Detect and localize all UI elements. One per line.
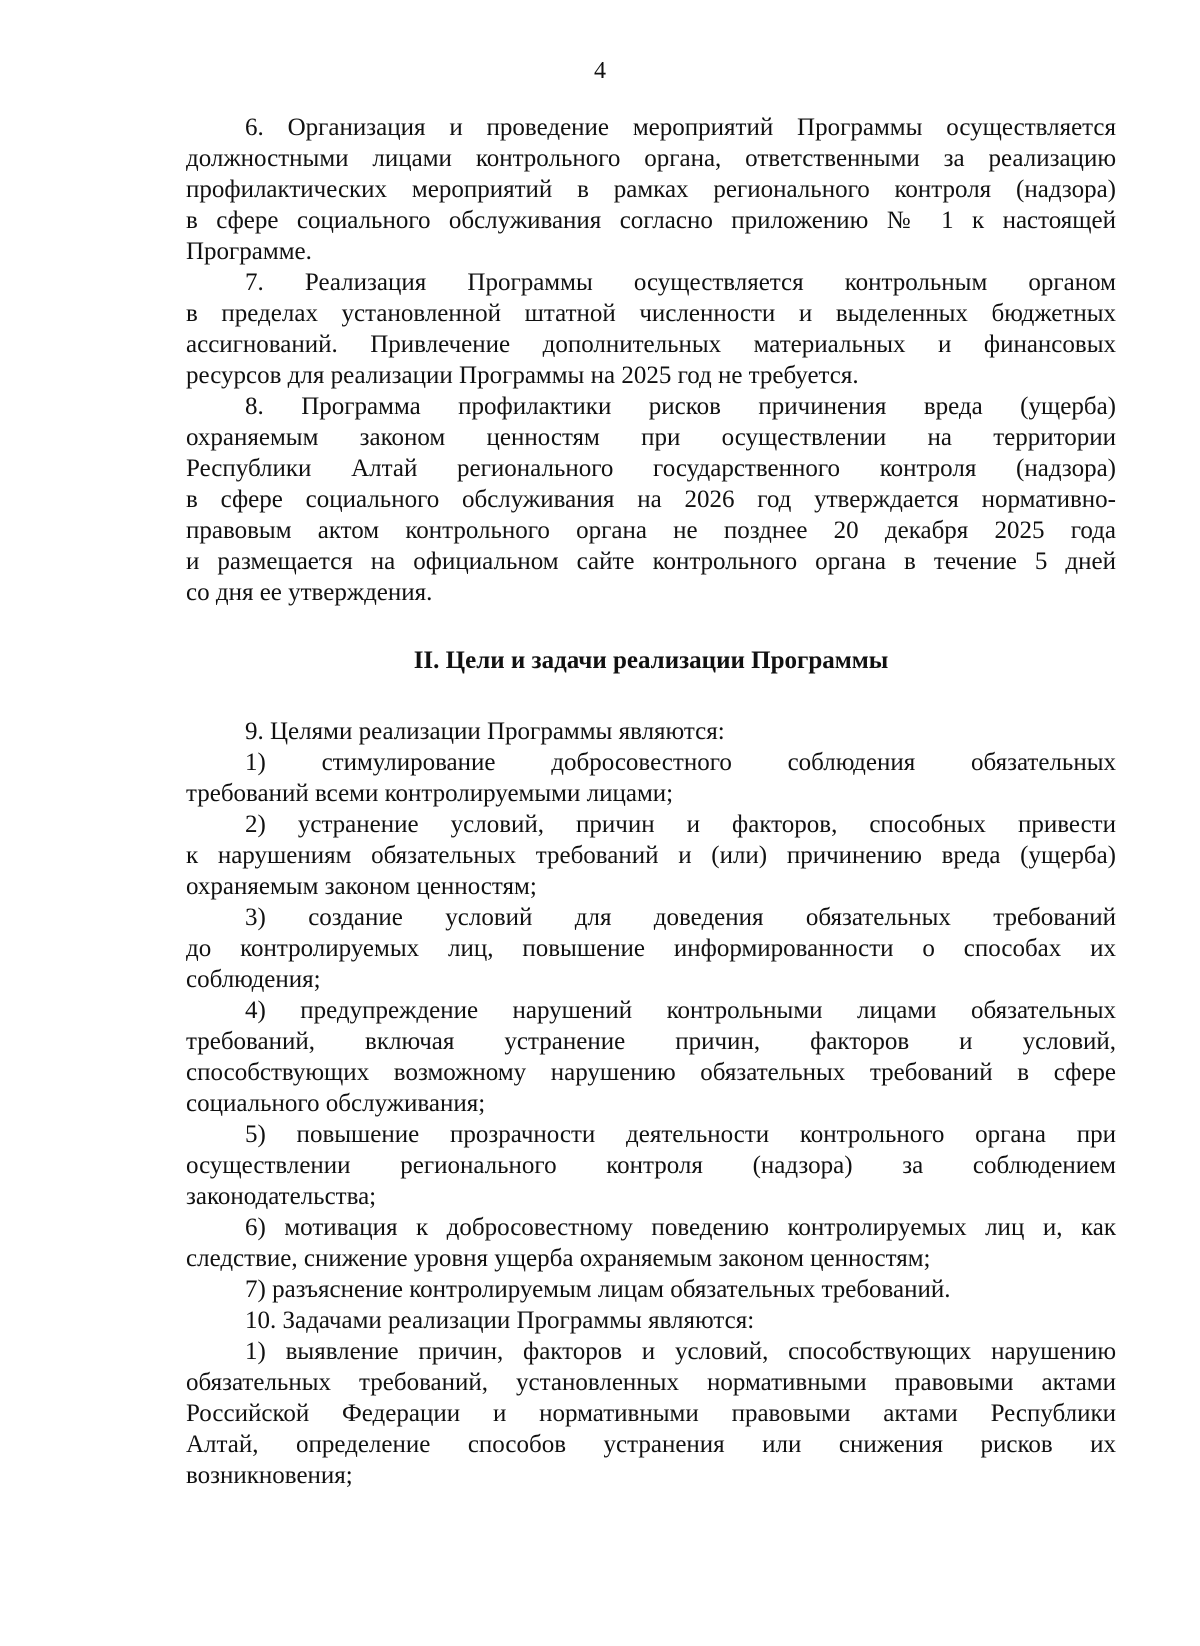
page-number: 4 — [594, 58, 606, 84]
text-line: социального обслуживания; — [186, 1090, 486, 1117]
goal-item — [186, 902, 1116, 995]
paragraph-7 — [186, 267, 1116, 391]
text-line: 5) повышение прозрачности деятельности контрольного органа при — [245, 1121, 1116, 1148]
text-line: обязательных требований, установленных нормативными правовыми актами — [186, 1369, 1116, 1396]
text-line: требований всеми контролируемыми лицами; — [186, 780, 674, 807]
text-line: осуществлении регионального контроля (надзора) за соблюдением — [186, 1152, 1116, 1179]
text-line: 1) выявление причин, факторов и условий, способствующих нарушению — [245, 1338, 1116, 1365]
text-line: требований, включая устранение причин, факторов и условий, — [186, 1028, 1116, 1055]
text-line: ассигнований. Привлечение дополнительных материальных и финансовых — [186, 331, 1116, 358]
goal-item — [186, 1274, 1116, 1305]
text-line: Российской Федерации и нормативными правовыми актами Республики — [186, 1400, 1116, 1427]
text-line: Программе. — [186, 238, 312, 265]
text-line: возникновения; — [186, 1462, 353, 1489]
text-line: 9. Целями реализации Программы являются: — [245, 718, 725, 745]
text-line: 4) предупреждение нарушений контрольными лицами обязательных — [245, 997, 1116, 1024]
text-line: до контролируемых лиц, повышение информированности о способах их — [186, 935, 1116, 962]
text-line: Республики Алтай регионального государственного контроля (надзора) — [186, 455, 1116, 482]
text-line: в сфере социального обслуживания на 2026 год утверждается нормативно- — [186, 486, 1116, 513]
goal-item — [186, 995, 1116, 1119]
text-line: 1) стимулирование добросовестного соблюдения обязательных — [245, 749, 1116, 776]
text-line: законодательства; — [186, 1183, 377, 1210]
paragraph-10-intro — [186, 1305, 1116, 1336]
goal-item — [186, 747, 1116, 809]
text-line: 7. Реализация Программы осуществляется контрольным органом — [245, 269, 1116, 296]
text-line: охраняемым законом ценностям; — [186, 873, 537, 900]
text-line: 2) устранение условий, причин и факторов, способных привести — [245, 811, 1116, 838]
goal-item — [186, 809, 1116, 902]
text-line: со дня ее утверждения. — [186, 579, 433, 606]
text-line: в пределах установленной штатной численности и выделенных бюджетных — [186, 300, 1116, 327]
paragraph-8 — [186, 391, 1116, 608]
text-line: правовым актом контрольного органа не позднее 20 декабря 2025 года — [186, 517, 1116, 544]
goal-item — [186, 1212, 1116, 1274]
text-line: 10. Задачами реализации Программы являются: — [245, 1307, 755, 1334]
section-heading: II. Цели и задачи реализации Программы — [413, 647, 889, 674]
text-line: ресурсов для реализации Программы на 2025 год не требуется. — [186, 362, 859, 389]
text-line: профилактических мероприятий в рамках регионального контроля (надзора) — [186, 176, 1116, 203]
text-line: в сфере социального обслуживания согласно приложению № 1 к настоящей — [186, 207, 1116, 234]
text-line: и размещается на официальном сайте контрольного органа в течение 5 дней — [186, 548, 1116, 575]
task-item — [186, 1336, 1116, 1491]
goal-item — [186, 1119, 1116, 1212]
text-line: соблюдения; — [186, 966, 321, 993]
text-line: Алтай, определение способов устранения или снижения рисков их — [186, 1431, 1116, 1458]
text-line: способствующих возможному нарушению обязательных требований в сфере — [186, 1059, 1116, 1086]
text-line: к нарушениям обязательных требований и (или) причинению вреда (ущерба) — [186, 842, 1116, 869]
paragraph-6 — [186, 112, 1116, 267]
text-line: 8. Программа профилактики рисков причинения вреда (ущерба) — [245, 393, 1116, 420]
text-line: 3) создание условий для доведения обязательных требований — [245, 904, 1116, 931]
paragraph-9-intro — [186, 716, 1116, 747]
text-line: следствие, снижение уровня ущерба охраняемым законом ценностям; — [186, 1245, 931, 1272]
document-body — [186, 112, 1116, 1491]
text-line: 7) разъяснение контролируемым лицам обязательных требований. — [245, 1276, 951, 1303]
text-line: 6. Организация и проведение мероприятий Программы осуществляется — [245, 114, 1116, 141]
text-line: охраняемым законом ценностям при осуществлении на территории — [186, 424, 1116, 451]
text-line: должностными лицами контрольного органа, ответственными за реализацию — [186, 145, 1116, 172]
text-line: 6) мотивация к добросовестному поведению контролируемых лиц и, как — [245, 1214, 1116, 1241]
